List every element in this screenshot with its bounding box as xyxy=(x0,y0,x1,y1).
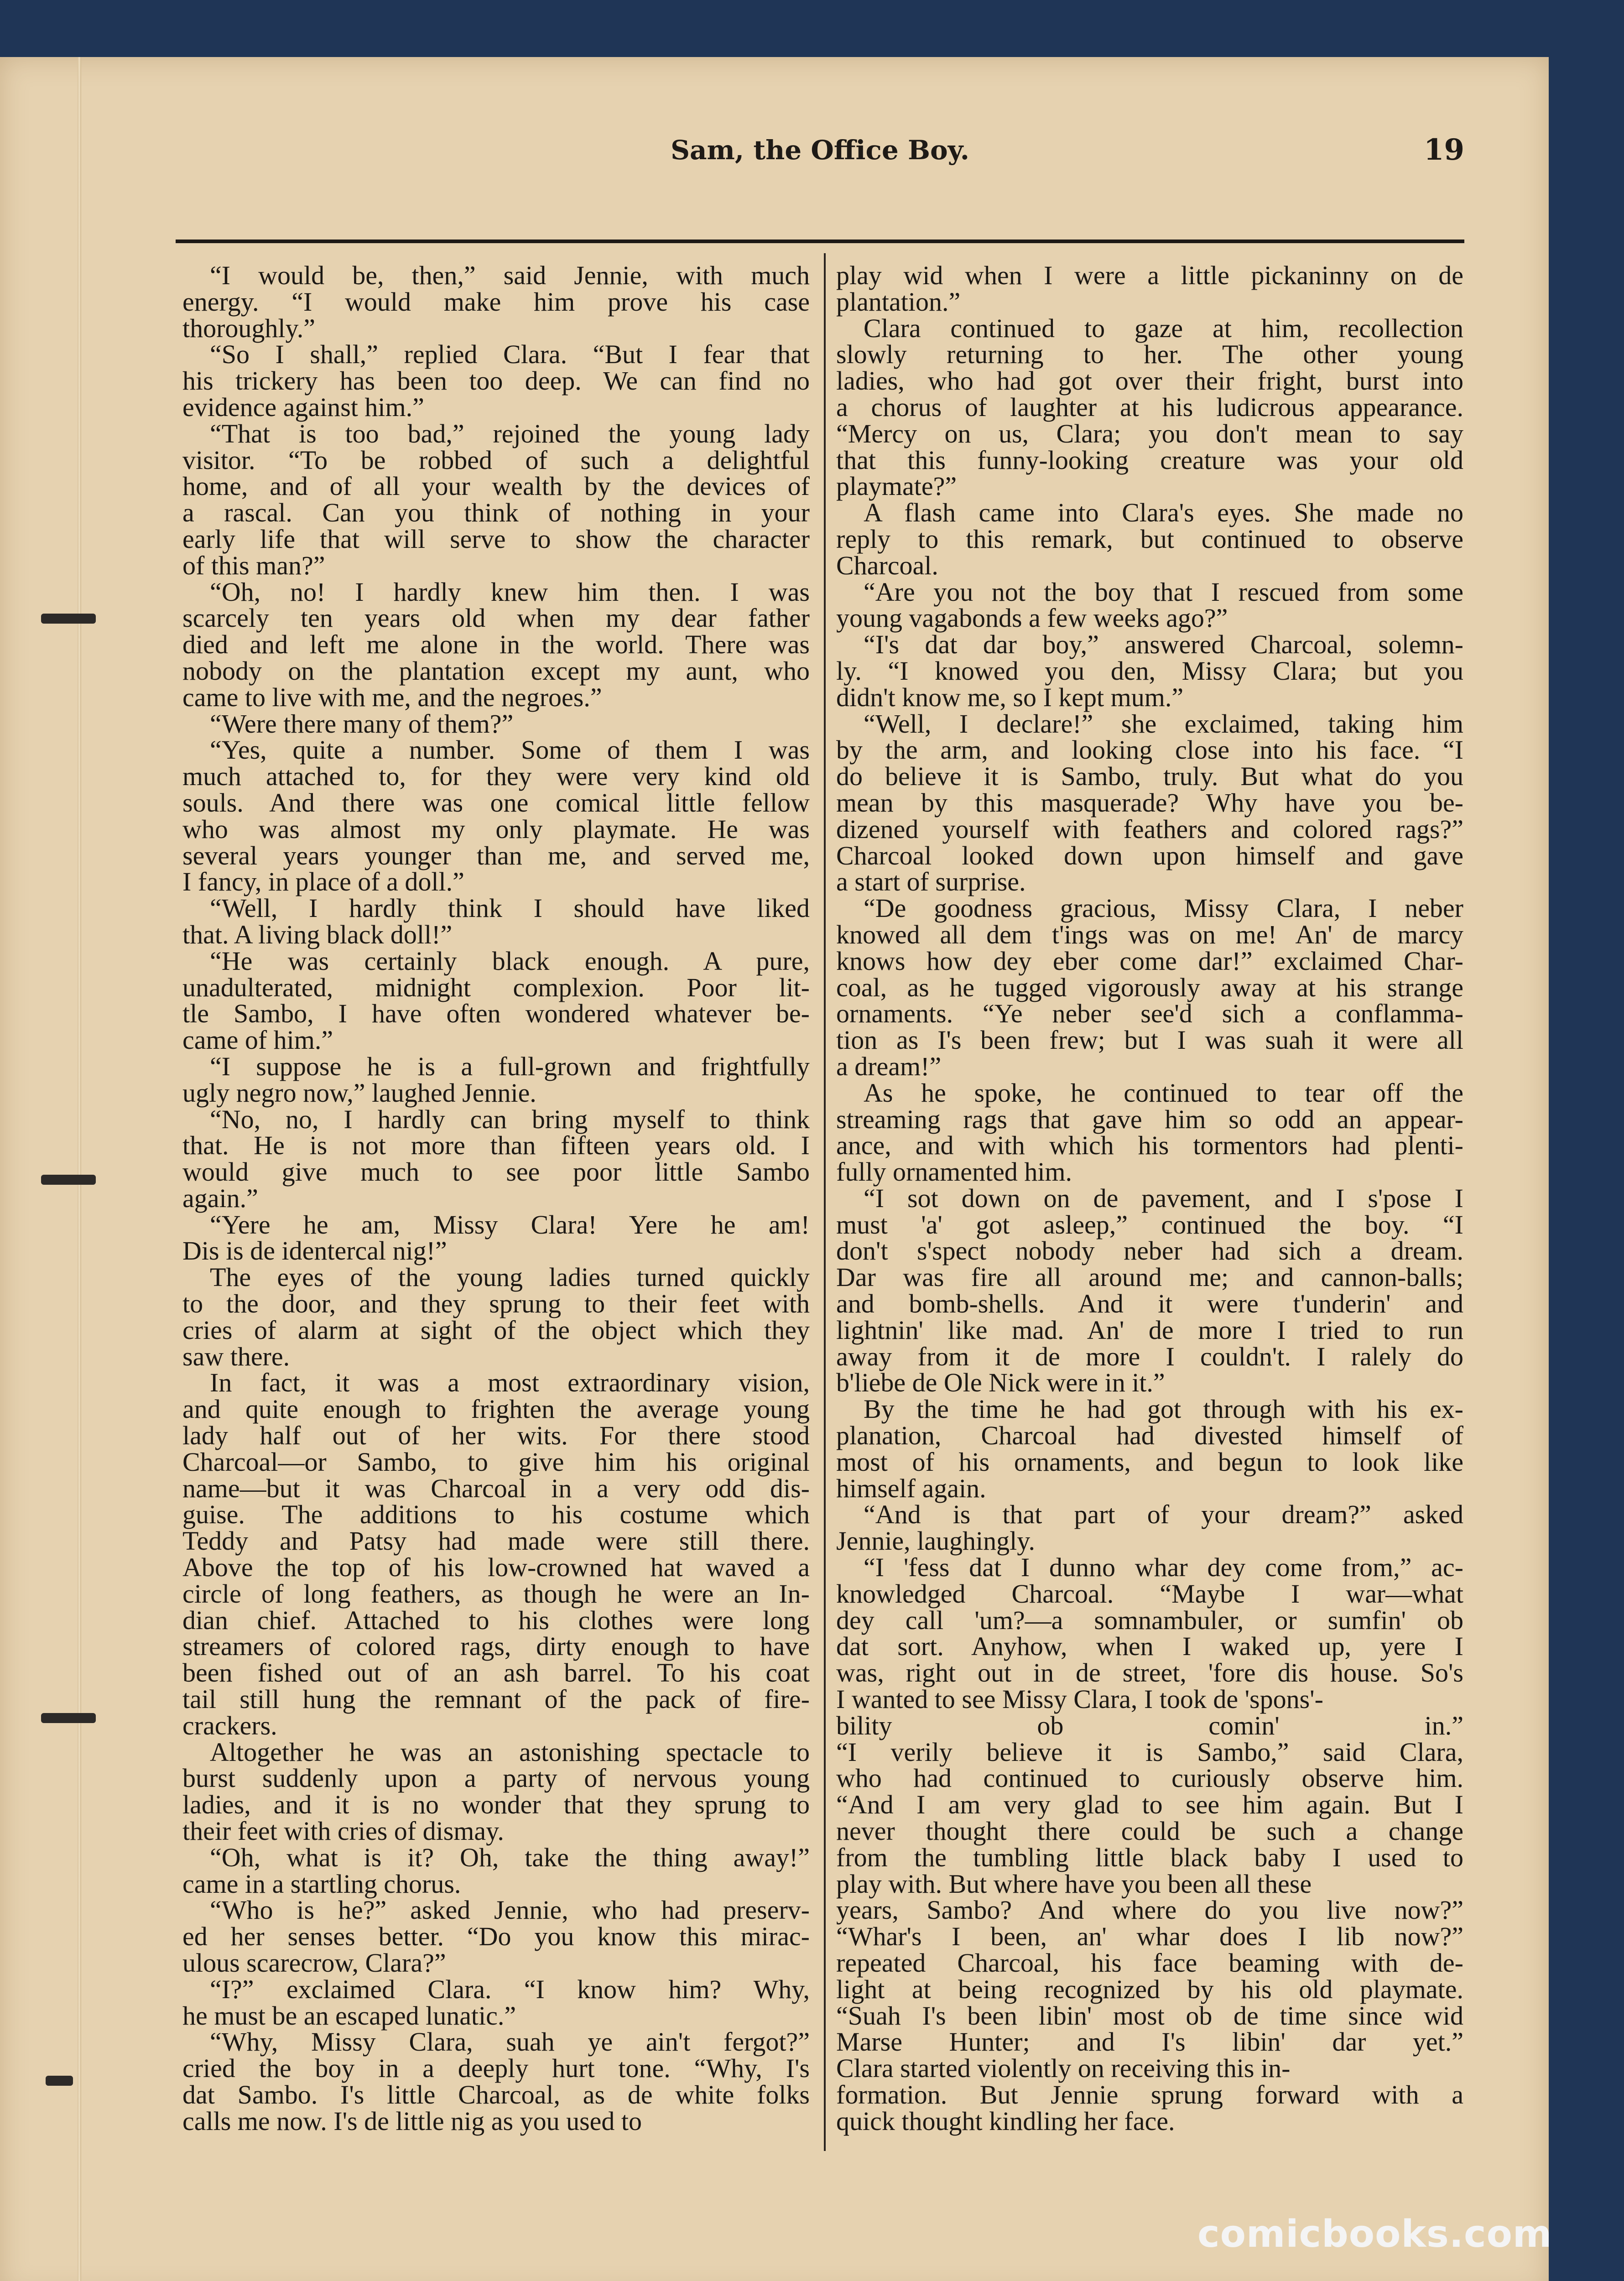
text-line: ly. “I knowed you den, Missy Clara; but you xyxy=(836,656,1463,686)
text-line: guise. The additions to his costume which xyxy=(182,1500,810,1530)
text-line: “Suah I's been libin' most ob de time since wid xyxy=(836,2000,1463,2031)
page-number: 19 xyxy=(1423,133,1464,167)
text-line: from the tumbling little black baby I used to xyxy=(836,1842,1463,1872)
text-line: his trickery has been too deep. We can find no xyxy=(182,366,810,396)
text-line: b'liebe de Ole Nick were in it.” xyxy=(836,1368,1165,1398)
text-line: Dis is de identercal nig!” xyxy=(182,1236,447,1266)
text-line: Clara continued to gaze at him, recollection xyxy=(864,313,1463,343)
text-line: “Well, I hardly think I should have liked xyxy=(210,893,810,923)
text-line: came of him.” xyxy=(182,1025,333,1055)
text-line: young vagabonds a few weeks ago?” xyxy=(836,603,1228,633)
text-line: streamers of colored rags, dirty enough to have xyxy=(182,1631,810,1661)
text-line: lady half out of her wits. For there stood xyxy=(182,1421,810,1451)
text-line: “Are you not the boy that I rescued from some xyxy=(864,577,1463,607)
text-line: knows how dey eber come dar!” exclaimed Char- xyxy=(836,946,1463,976)
text-line: reply to this remark, but continued to observe xyxy=(836,524,1463,554)
text-line: ornaments. “Ye neber see'd sich a conflamma- xyxy=(836,999,1463,1029)
page-header xyxy=(176,135,1464,189)
text-line: repeated Charcoal, his face beaming with de- xyxy=(836,1948,1463,1978)
binding-stitch xyxy=(41,1713,96,1723)
text-line: playmate?” xyxy=(836,471,957,501)
text-column-left xyxy=(182,262,810,2135)
text-line: do believe it is Sambo, truly. But what do you xyxy=(836,761,1463,792)
text-line: scarcely ten years old when my dear father xyxy=(182,603,810,633)
text-line: years, Sambo? And where do you live now?” xyxy=(836,1895,1463,1925)
text-line: name—but it was Charcoal in a very odd dis- xyxy=(182,1473,810,1503)
text-line: “No, no, I hardly can bring myself to think xyxy=(210,1104,810,1134)
text-line: “So I shall,” replied Clara. “But I fear that xyxy=(210,339,810,370)
binding-stitch xyxy=(41,1175,96,1185)
text-line: he must be an escaped lunatic.” xyxy=(182,2000,516,2031)
text-line: ance, and with which his tormentors had plenti- xyxy=(836,1130,1463,1161)
text-line: much attached to, for they were very kind old xyxy=(182,761,810,792)
text-line: tion as I's been frew; but I was suah it were all xyxy=(836,1025,1463,1055)
text-line: who was almost my only playmate. He was xyxy=(182,814,810,844)
column-divider xyxy=(824,253,826,2151)
text-line: coal, as he tugged vigorously away at his strange xyxy=(836,972,1463,1002)
text-line: In fact, it was a most extraordinary vision, xyxy=(210,1368,810,1398)
text-line: Marse Hunter; and I's libin' dar yet.” xyxy=(836,2027,1463,2057)
text-line: Teddy and Patsy had made were still there. xyxy=(182,1526,810,1556)
text-line: mean by this masquerade? Why have you be- xyxy=(836,787,1463,818)
text-line: “I's dat dar boy,” answered Charcoal, solemn- xyxy=(864,630,1463,660)
text-line: dey call 'um?—a somnambuler, or sumfin' ob xyxy=(836,1605,1463,1635)
text-line: “I sot down on de pavement, and I s'pose I xyxy=(864,1183,1463,1213)
text-line: again.” xyxy=(182,1183,258,1213)
text-line: “I verily believe it is Sambo,” said Clara, xyxy=(836,1737,1463,1767)
binding-stitch xyxy=(41,614,96,624)
header-rule xyxy=(176,240,1464,243)
text-line: early life that will serve to show the character xyxy=(182,524,810,554)
text-line: came to live with me, and the negroes.” xyxy=(182,682,602,712)
text-line: dat sort. Anyhow, when I waked up, yere I xyxy=(836,1631,1463,1661)
text-line: The eyes of the young ladies turned quickly xyxy=(210,1262,810,1292)
text-line: that. A living black doll!” xyxy=(182,919,453,949)
text-line: planation, Charcoal had divested himself of xyxy=(836,1421,1463,1451)
running-head: Sam, the Office Boy. xyxy=(671,135,969,166)
text-line: their feet with cries of dismay. xyxy=(182,1816,504,1846)
text-line: tle Sambo, I have often wondered whatever be- xyxy=(182,999,810,1029)
text-line: “Oh, what is it? Oh, take the thing away!” xyxy=(210,1842,810,1872)
text-line: a start of surprise. xyxy=(836,867,1026,897)
text-line: Charcoal looked down upon himself and gave xyxy=(836,840,1463,870)
text-line: slowly returning to her. The other young xyxy=(836,339,1463,370)
text-line: “Why, Missy Clara, suah ye ain't fergot?” xyxy=(210,2027,810,2057)
text-line: home, and of all your wealth by the devices of xyxy=(182,471,810,501)
text-line: saw there. xyxy=(182,1341,290,1371)
text-line: cried the boy in a deeply hurt tone. “Why, I's xyxy=(182,2053,810,2083)
text-line: play wid when I were a little pickaninny on de xyxy=(836,260,1463,290)
text-line: ladies, who had got over their fright, burst into xyxy=(836,366,1463,396)
text-line: and bomb-shells. And it were t'underin' and xyxy=(836,1289,1463,1319)
text-line: plantation.” xyxy=(836,286,961,317)
text-line: knowed all dem t'ings was on me! An' de marcy xyxy=(836,919,1463,949)
text-line: “Mercy on us, Clara; you don't mean to say xyxy=(836,418,1463,448)
text-line: “Yes, quite a number. Some of them I was xyxy=(210,735,810,765)
text-line: dizened yourself with feathers and colored rags?” xyxy=(836,814,1463,844)
text-column-right xyxy=(836,262,1463,2135)
text-line: “And I am very glad to see him again. But I xyxy=(836,1790,1463,1820)
text-line: burst suddenly upon a party of nervous young xyxy=(182,1763,810,1793)
text-line: Charcoal. xyxy=(836,550,938,580)
text-line: dat Sambo. I's little Charcoal, as de white folks xyxy=(182,2079,810,2109)
text-line: lightnin' like mad. An' de more I tried to run xyxy=(836,1315,1463,1345)
text-line: light at being recognized by his old playmate. xyxy=(836,1974,1463,2004)
text-line: didn't know me, so I kept mum.” xyxy=(836,682,1184,712)
text-line: unadulterated, midnight complexion. Poor lit- xyxy=(182,972,810,1002)
text-line: calls me now. I's de little nig as you used to xyxy=(182,2106,642,2136)
text-line: “He was certainly black enough. A pure, xyxy=(210,946,810,976)
text-line: A flash came into Clara's eyes. She made no xyxy=(864,498,1463,528)
text-line: “Who is he?” asked Jennie, who had preserv- xyxy=(210,1895,810,1925)
text-line: “Were there many of them?” xyxy=(210,708,514,739)
text-line: play with. But where have you been all these xyxy=(836,1869,1312,1899)
text-line: “Oh, no! I hardly knew him then. I was xyxy=(210,577,810,607)
text-line: quick thought kindling her face. xyxy=(836,2106,1175,2136)
text-line: been fished out of an ash barrel. To his coat xyxy=(182,1658,810,1688)
text-line: I fancy, in place of a doll.” xyxy=(182,867,464,897)
text-line: crackers. xyxy=(182,1710,277,1740)
text-line: and quite enough to frighten the average young xyxy=(182,1394,810,1424)
text-line: By the time he had got through with his ex- xyxy=(864,1394,1463,1424)
text-line: “Well, I declare!” she exclaimed, taking him xyxy=(864,708,1463,739)
text-line: to the door, and they sprung to their feet with xyxy=(182,1289,810,1319)
text-line: “And is that part of your dream?” asked xyxy=(864,1500,1463,1530)
text-line: “I would be, then,” said Jennie, with much xyxy=(210,260,810,290)
text-line: thoroughly.” xyxy=(182,313,316,343)
text-line: fully ornamented him. xyxy=(836,1157,1072,1187)
text-line: died and left me alone in the world. There was xyxy=(182,630,810,660)
text-line: never thought there could be such a change xyxy=(836,1816,1463,1846)
text-line: must 'a' got asleep,” continued the boy. “I xyxy=(836,1209,1463,1239)
text-line: most of his ornaments, and begun to look like xyxy=(836,1447,1463,1477)
text-line: “Whar's I been, an' whar does I lib now?” xyxy=(836,1922,1463,1952)
text-line: away from it de more I couldn't. I ralely do xyxy=(836,1341,1463,1371)
text-line: a dream!” xyxy=(836,1051,942,1081)
text-line: Clara started violently on receiving this in- xyxy=(836,2053,1291,2083)
text-line: was, right out in de street, 'fore dis house. So's xyxy=(836,1658,1463,1688)
text-line: “I suppose he is a full-grown and frightfully xyxy=(210,1051,810,1081)
text-line: himself again. xyxy=(836,1473,986,1503)
text-line: came in a startling chorus. xyxy=(182,1869,461,1899)
text-line: Above the top of his low-crowned hat waved a xyxy=(182,1552,810,1583)
text-line: ulous scarecrow, Clara?” xyxy=(182,1948,446,1978)
text-line: that. He is not more than fifteen years old. I xyxy=(182,1130,810,1161)
text-line: that this funny-looking creature was your old xyxy=(836,445,1463,475)
text-line: formation. But Jennie sprung forward with a xyxy=(836,2079,1463,2109)
text-line: a chorus of laughter at his ludicrous appearance. xyxy=(836,392,1463,422)
text-line: visitor. “To be robbed of such a delightful xyxy=(182,445,810,475)
text-line: by the arm, and looking close into his face. “I xyxy=(836,735,1463,765)
text-line: souls. And there was one comical little fellow xyxy=(182,787,810,818)
text-line: ed her senses better. “Do you know this mirac- xyxy=(182,1922,810,1952)
text-line: ladies, and it is no wonder that they sprung to xyxy=(182,1790,810,1820)
text-line: streaming rags that gave him so odd an appear- xyxy=(836,1104,1463,1134)
binding-stitch xyxy=(46,2076,73,2086)
text-line: knowledged Charcoal. “Maybe I war—what xyxy=(836,1578,1463,1609)
text-line: several years younger than me, and served me, xyxy=(182,840,810,870)
text-line: “I?” exclaimed Clara. “I know him? Why, xyxy=(210,1974,810,2004)
text-line: I wanted to see Missy Clara, I took de 'spons'- xyxy=(836,1684,1323,1714)
text-line: tail still hung the remnant of the pack of fire- xyxy=(182,1684,810,1714)
text-line: nobody on the plantation except my aunt, who xyxy=(182,656,810,686)
text-line: “I 'fess dat I dunno whar dey come from,” ac- xyxy=(864,1552,1463,1583)
text-line: energy. “I would make him prove his case xyxy=(182,286,810,317)
binding-gutter xyxy=(78,57,81,2281)
text-line: Dar was fire all around me; and cannon-balls; xyxy=(836,1262,1463,1292)
text-line: “De goodness gracious, Missy Clara, I neber xyxy=(864,893,1463,923)
text-line: bility ob comin' in.” xyxy=(836,1710,1463,1740)
text-line: cries of alarm at sight of the object which they xyxy=(182,1315,810,1345)
text-line: “That is too bad,” rejoined the young lady xyxy=(210,418,810,448)
text-line: Jennie, laughingly. xyxy=(836,1526,1035,1556)
text-line: evidence against him.” xyxy=(182,392,424,422)
text-line: Altogether he was an astonishing spectacle to xyxy=(210,1737,810,1767)
text-line: ugly negro now,” laughed Jennie. xyxy=(182,1078,536,1108)
text-line: dian chief. Attached to his clothes were long xyxy=(182,1605,810,1635)
watermark: comicbooks.com xyxy=(1197,2213,1552,2256)
text-line: don't s'spect nobody neber had sich a dream. xyxy=(836,1236,1463,1266)
text-line: would give much to see poor little Sambo xyxy=(182,1157,810,1187)
text-line: of this man?” xyxy=(182,550,325,580)
text-line: who had continued to curiously observe him. xyxy=(836,1763,1463,1793)
text-line: “Yere he am, Missy Clara! Yere he am! xyxy=(210,1209,810,1239)
text-line: circle of long feathers, as though he were an In- xyxy=(182,1578,810,1609)
text-line: a rascal. Can you think of nothing in your xyxy=(182,498,810,528)
text-line: As he spoke, he continued to tear off the xyxy=(864,1078,1463,1108)
text-line: Charcoal—or Sambo, to give him his original xyxy=(182,1447,810,1477)
